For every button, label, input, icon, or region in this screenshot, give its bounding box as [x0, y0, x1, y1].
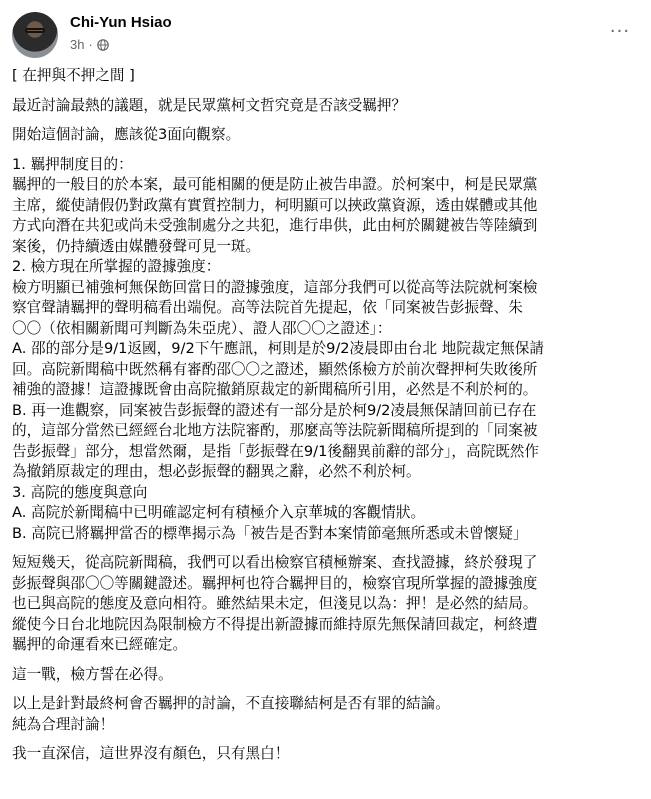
paragraph-gap	[12, 544, 639, 553]
paragraph-gap	[12, 685, 639, 694]
post-text-line: 補強的證據！這證據既會由高院撤銷原裁定的新聞稿所引用，必然是不利於柯的。	[12, 381, 538, 398]
post-text-line: 檢方明顯已補強柯無保飭回當日的證據強度，這部分我們可以從高等法院就柯案檢	[12, 278, 538, 296]
post-text-line: B. 高院已將羈押當否的標準揭示為「被告是否對本案情節毫無所悉或未曾懷疑」	[12, 524, 528, 542]
post-text-line: 3. 高院的態度與意向	[12, 483, 148, 501]
author-name[interactable]: Chi-Yun Hsiao	[70, 14, 172, 31]
post-text-line: B. 再一進觀察，同案被告彭振聲的證述有一部分是於柯9/2凌晨無保請回前已存在	[12, 401, 537, 419]
post-text-line: 回。高院新聞稿中既然稱有審酌邵〇〇之證述，顯然係檢方於前次聲押柯失敗後所	[12, 360, 538, 378]
post-text-line: 為撤銷原裁定的理由，想必彭振聲的翻異之辭，必然不利於柯。	[12, 463, 421, 480]
post-text-line: A. 邵的部分是9/1返國，9/2下午應訊，柯則是於9/2凌晨即由台北 地院裁定無保請	[12, 340, 544, 357]
post-paragraph	[12, 694, 639, 735]
post-text-line: 我一直深信，這世界沒有顏色，只有黑白！	[12, 745, 290, 762]
post-text-line: 告彭振聲」部分，想當然爾，是指「彭振聲在9/1後翻異前辭的部分」，高院既然作	[12, 442, 539, 460]
post-text-line: 案後，仍持續透由媒體發聲可見一斑。	[12, 237, 261, 255]
post-paragraph	[12, 125, 639, 146]
post-text-line: 方式向潛在共犯或尚未受強制處分之共犯，進行串供，此由柯於關鍵被告等陸續到	[12, 217, 538, 234]
post-text-line: A. 高院於新聞稿中已明確認定柯有積極介入京華城的客觀情狀。	[12, 504, 426, 521]
post-header	[12, 12, 639, 62]
post-paragraph	[12, 665, 639, 686]
post-timestamp[interactable]: 3h	[70, 37, 85, 52]
globe-icon	[97, 39, 109, 51]
post-text-line: 開始這個討論，應該從3面向觀察。	[12, 126, 241, 143]
post-text-line: 彭振聲與邵〇〇等關鍵證述。羈押柯也符合羈押目的，檢察官現所掌握的證據強度	[12, 574, 538, 592]
post-paragraph	[12, 744, 639, 765]
post-body	[12, 66, 639, 765]
post-text-line: 純為合理討論！	[12, 715, 115, 733]
post-text-line: 最近討論最熱的議題，就是民眾黨柯文哲究竟是否該受羈押？	[12, 96, 407, 114]
post-text-line: 〇〇（依相關新聞可判斷為朱亞虎）、證人邵〇〇之證述」：	[12, 319, 392, 337]
more-options-button[interactable]: ···	[609, 20, 631, 42]
post-text-line: 也已與高院的態度及意向相符。雖然結果未定，但淺見以為：押！是必然的結局。	[12, 595, 538, 612]
post-paragraph	[12, 96, 639, 117]
post-text-line: 察官聲請羈押的聲明稿看出端倪。高等法院首先提起，依「同案被告彭振聲、朱	[12, 299, 523, 316]
post-text-line: 羈押的命運看來已經確定。	[12, 636, 188, 653]
post-text-line: 羈押的一般目的於本案，最可能相關的便是防止被告串證。於柯案中，柯是民眾黨	[12, 176, 538, 193]
post-text-line: 2. 檢方現在所掌握的證據強度：	[12, 258, 221, 275]
meta-separator: ·	[88, 37, 93, 52]
post-paragraph	[12, 553, 639, 656]
post-text-line: 短短幾天，從高院新聞稿，我們可以看出檢察官積極辦案、查找證據，終於發現了	[12, 554, 538, 571]
paragraph-gap	[12, 87, 639, 96]
post-text-line: 縱使今日台北地院因為限制檢方不得提出新證據而維持原先無保請回裁定，柯終遭	[12, 615, 538, 633]
post-paragraph	[12, 66, 639, 87]
post-text-line: 以上是針對最終柯會否羈押的討論，不直接聯結柯是否有罪的結論。	[12, 695, 450, 712]
post-text-line: [ 在押與不押之間 ]	[12, 67, 135, 84]
post-text-line: 這一戰，檢方誓在必得。	[12, 665, 173, 683]
post-text-line: 1. 羈押制度目的：	[12, 155, 133, 173]
paragraph-gap	[12, 735, 639, 744]
avatar[interactable]	[12, 12, 58, 58]
paragraph-gap	[12, 656, 639, 665]
post-text-line: 的，這部分當然已經經台北地方法院審酌，那麼高等法院新聞稿所提到的「同案被	[12, 422, 538, 439]
paragraph-gap	[12, 146, 639, 155]
post-text-line: 主席，縱使請假仍對政黨有實質控制力，柯明顯可以挾政黨資源，透由媒體或其他	[12, 196, 538, 214]
post-paragraph	[12, 155, 639, 545]
paragraph-gap	[12, 116, 639, 125]
post-meta	[70, 37, 109, 52]
